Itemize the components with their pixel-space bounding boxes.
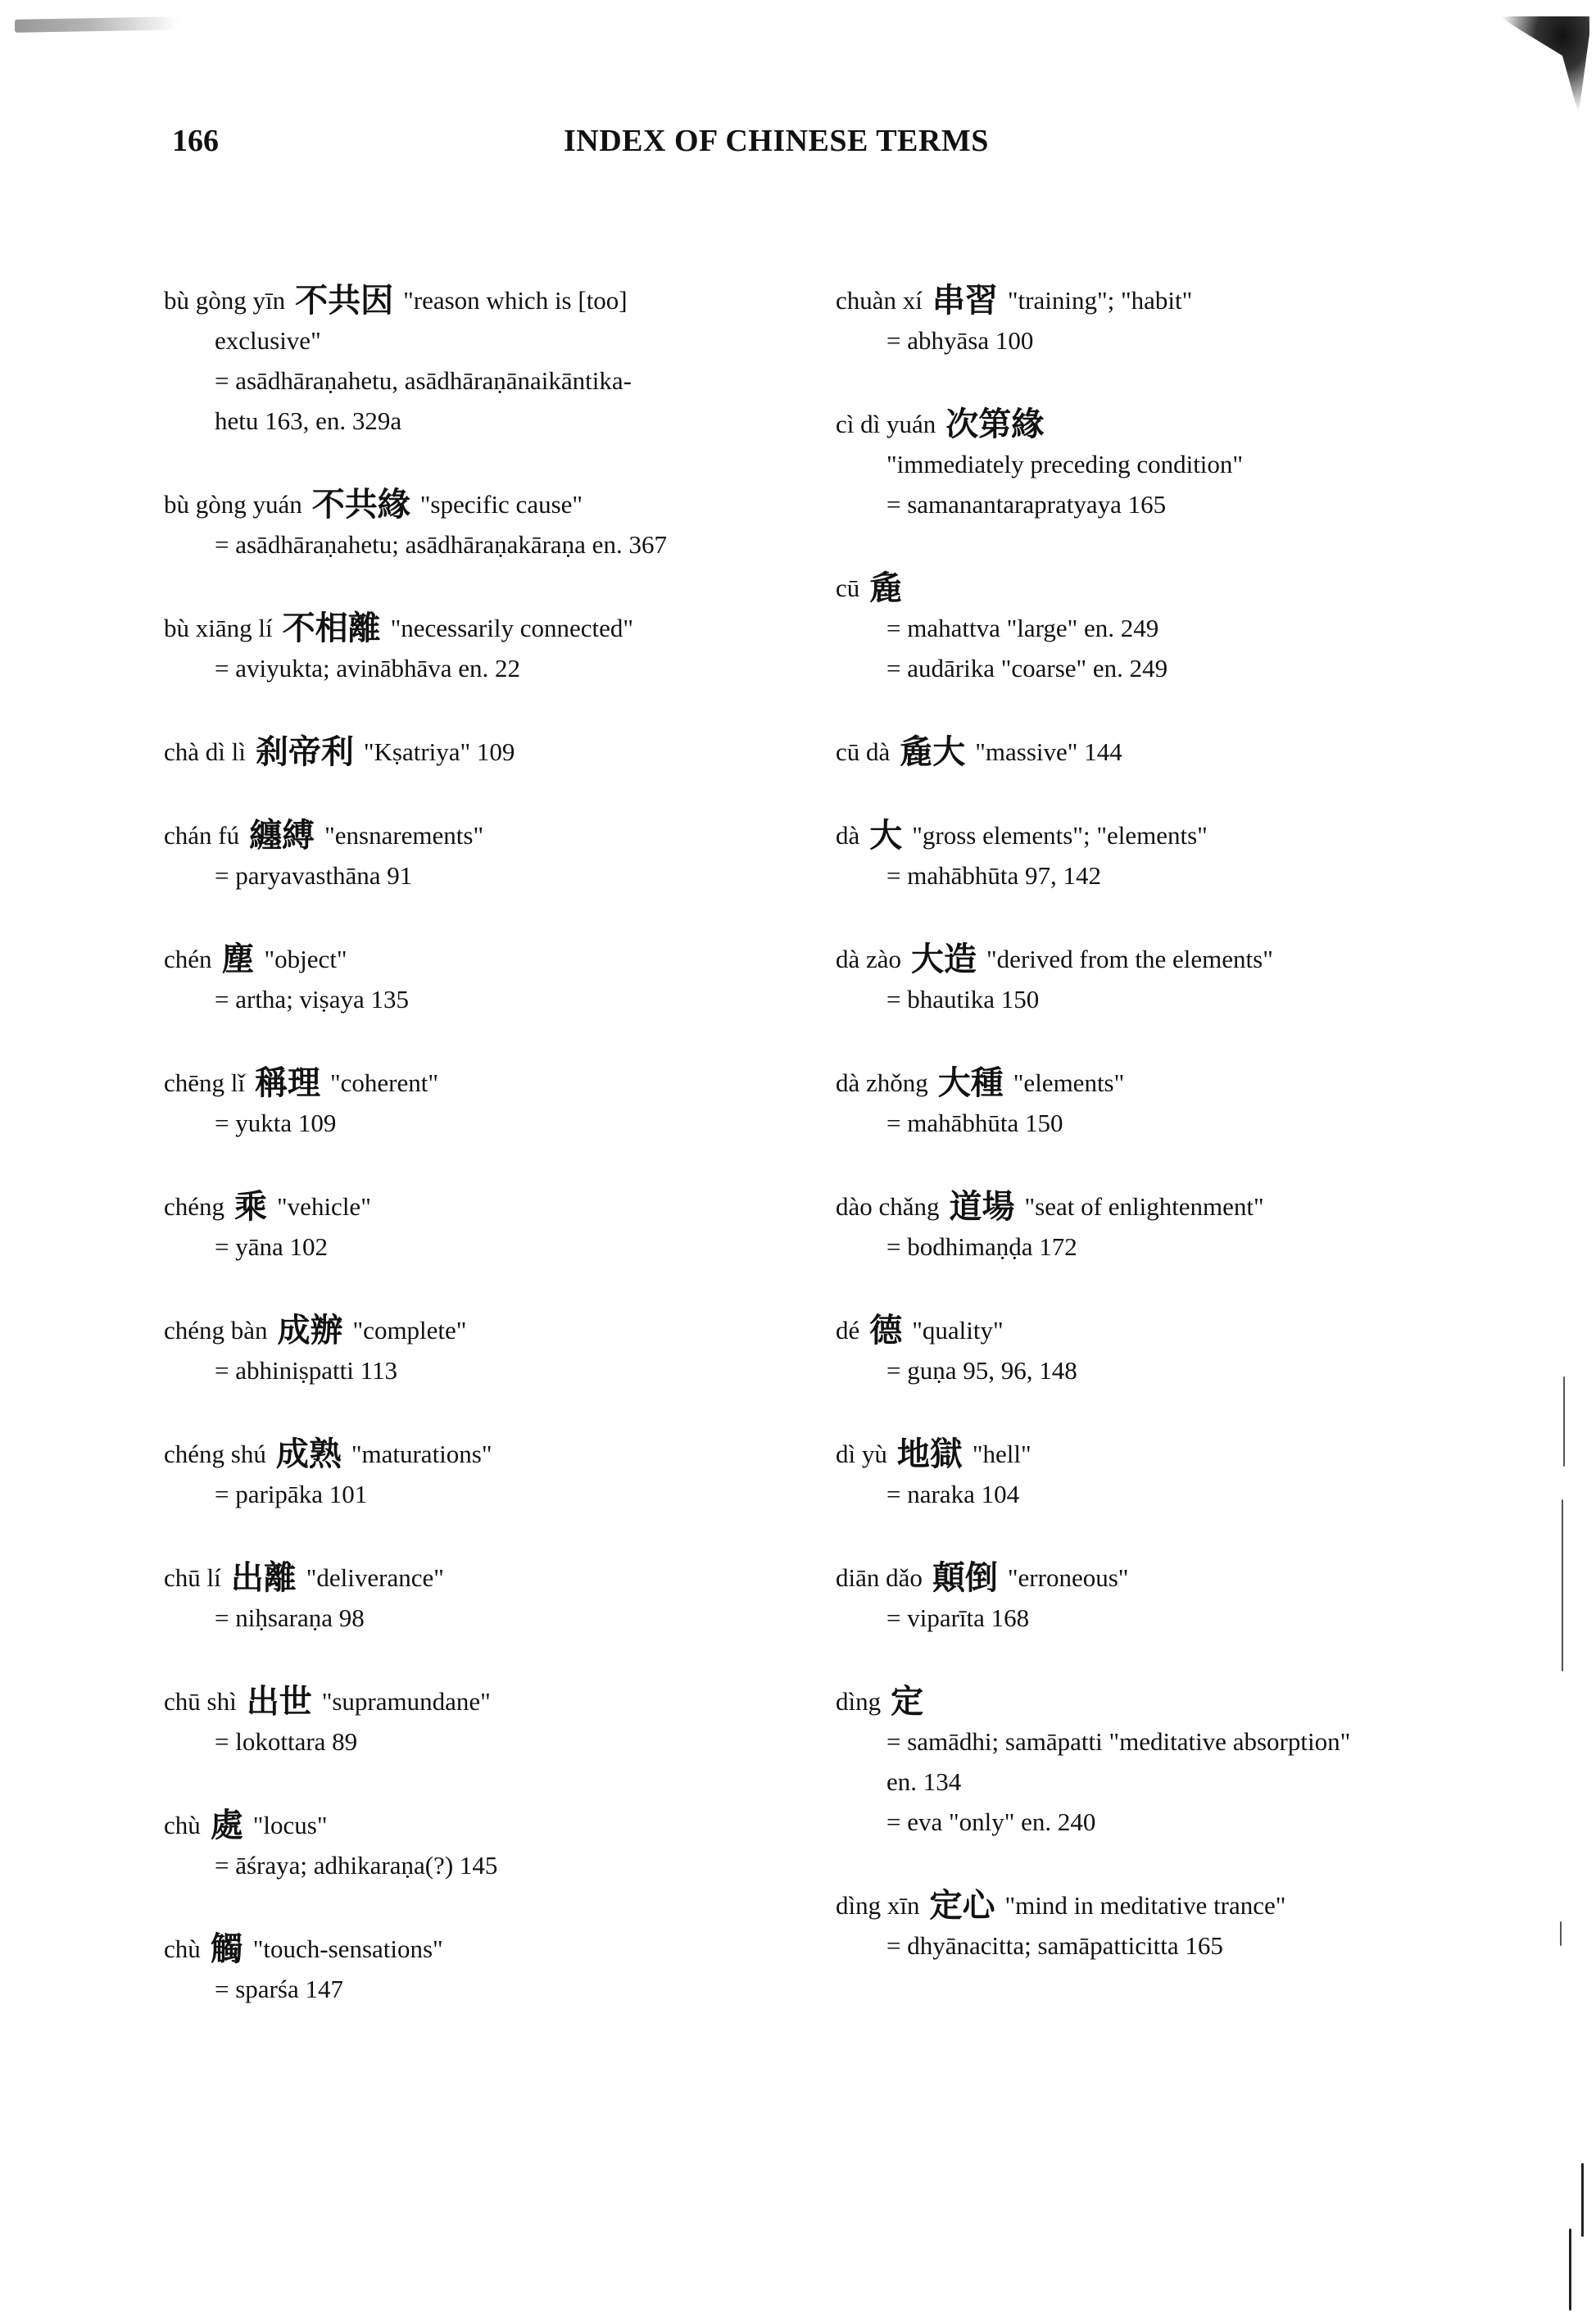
entry-headline [164, 1556, 721, 1598]
entry-pinyin: dà zào [836, 945, 902, 973]
index-entry [164, 1556, 721, 1638]
scan-edge-line [1562, 1499, 1563, 1671]
index-entry [164, 1185, 721, 1267]
entry-pinyin: chū lí [164, 1563, 221, 1592]
entry-hanzi: 處 [210, 1807, 243, 1844]
index-entry [836, 1884, 1426, 1966]
entry-equivalent: = mahābhūta 150 [886, 1109, 1063, 1137]
entry-equivalent: = niḥsaraṇa 98 [215, 1603, 365, 1632]
entry-headline [164, 1432, 721, 1474]
entry-gloss: "object" [264, 945, 347, 973]
entry-headline [836, 1061, 1426, 1103]
entry-equivalent: = dhyānacitta; samāpatticitta 165 [886, 1931, 1223, 1960]
entry-hanzi: 稱理 [255, 1064, 320, 1102]
entry-headline [836, 937, 1426, 979]
index-entry [836, 566, 1426, 688]
entry-headline [836, 814, 1426, 855]
entry-hanzi: 不共緣 [311, 486, 410, 524]
entry-headline [164, 1061, 721, 1103]
entry-hanzi: 定心 [929, 1887, 995, 1925]
entry-equivalent: = abhiniṣpatti 113 [215, 1356, 397, 1385]
entry-pinyin: dào chǎng [836, 1192, 940, 1221]
entry-pinyin: bù gòng yuán [164, 490, 302, 519]
entry-headline [164, 279, 721, 320]
entry-gloss: "elements" [1013, 1068, 1125, 1097]
entry-equivalent: = mahattva "large" en. 249 [886, 614, 1159, 642]
entry-pinyin: dìng xīn [836, 1891, 920, 1920]
entry-pinyin: dì yù [836, 1440, 887, 1468]
entry-gloss: "touch-sensations" [252, 1934, 443, 1963]
entry-pinyin: dìng [836, 1687, 882, 1716]
entry-pinyin: cì dì yuán [836, 410, 936, 438]
entry-gloss: "massive" 144 [975, 737, 1122, 766]
entry-headline [164, 483, 721, 524]
entry-equivalent: = eva "only" en. 240 [886, 1807, 1096, 1836]
entry-headline [836, 1308, 1426, 1350]
entry-gloss: "quality" [912, 1316, 1004, 1345]
index-entry [836, 1185, 1426, 1267]
index-entry [164, 483, 721, 565]
entry-pinyin: chuàn xí [836, 286, 923, 315]
entry-hanzi: 大造 [911, 941, 977, 978]
index-entry [164, 1061, 721, 1143]
entry-headline [836, 1556, 1426, 1598]
entry-equivalent: = āśraya; adhikaraṇa(?) 145 [215, 1851, 498, 1880]
index-entry [164, 730, 721, 772]
entry-equivalent: = abhyāsa 100 [886, 326, 1034, 355]
entry-hanzi: 纏縛 [249, 817, 315, 855]
entry-hanzi: 不共因 [295, 282, 394, 320]
index-entry [836, 279, 1426, 361]
entry-hanzi: 塵 [221, 941, 255, 978]
entry-pinyin: chéng [164, 1192, 225, 1221]
entry-equivalent: = artha; viṣaya 135 [215, 985, 409, 1014]
entry-hanzi: 德 [869, 1312, 903, 1349]
entry-equivalent: hetu 163, en. 329a [215, 406, 402, 435]
entry-gloss: "gross elements"; "elements" [912, 821, 1208, 850]
entry-equivalent: = aviyukta; avinābhāva en. 22 [215, 654, 520, 683]
entry-hanzi: 地獄 [896, 1435, 963, 1473]
entry-equivalent: = mahābhūta 97, 142 [886, 861, 1101, 890]
entry-gloss: "necessarily connected" [390, 614, 634, 642]
index-entry [164, 1680, 721, 1762]
entry-hanzi: 大種 [937, 1064, 1004, 1102]
entry-headline [836, 402, 1426, 444]
entry-equivalent: = asādhāraṇahetu, asādhāraṇānaikāntika- [215, 366, 632, 395]
right-column [836, 279, 1426, 1966]
entry-gloss: "Kṣatriya" 109 [363, 737, 515, 766]
entry-pinyin: chéng bàn [164, 1316, 268, 1345]
entry-pinyin: chén [164, 945, 212, 973]
entry-gloss: "specific cause" [419, 490, 583, 519]
entry-gloss: "vehicle" [277, 1192, 371, 1221]
entry-equivalent: = paryavasthāna 91 [215, 861, 413, 890]
entry-equivalent: en. 134 [886, 1767, 962, 1796]
entry-pinyin: bù xiāng lí [164, 614, 273, 642]
scan-edge-line [1563, 1376, 1565, 1467]
entry-headline [836, 1185, 1426, 1227]
entry-hanzi: 不相離 [282, 610, 381, 647]
left-column [164, 279, 721, 2009]
entry-headline [164, 606, 721, 648]
entry-pinyin: chà dì lì [164, 737, 246, 766]
entry-hanzi: 成熟 [275, 1435, 342, 1473]
entry-hanzi: 次第緣 [945, 406, 1045, 443]
scan-smudge-top-left [15, 16, 179, 32]
entry-gloss-continuation: exclusive" [215, 326, 321, 355]
entry-gloss: "training"; "habit" [1007, 286, 1193, 315]
entry-equivalent: = samanantarapratyaya 165 [886, 490, 1167, 519]
running-title: INDEX OF CHINESE TERMS [564, 124, 989, 158]
entry-hanzi: 道場 [949, 1188, 1015, 1226]
entry-equivalent: = sparśa 147 [215, 1975, 343, 2003]
entry-pinyin: chū shì [164, 1687, 237, 1716]
entry-gloss: "supramundane" [321, 1687, 491, 1716]
scan-edge-line [1569, 2229, 1571, 2311]
index-entry [164, 1927, 721, 2009]
index-entry [164, 1432, 721, 1514]
entry-equivalent: = audārika "coarse" en. 249 [886, 654, 1168, 683]
index-entry [836, 1556, 1426, 1638]
entry-headline [164, 1308, 721, 1350]
entry-gloss: "coherent" [330, 1068, 439, 1097]
entry-equivalent: = viparīta 168 [886, 1603, 1030, 1632]
entry-equivalent: = paripāka 101 [215, 1480, 368, 1508]
entry-headline [836, 566, 1426, 608]
entry-gloss: "reason which is [too] [403, 286, 628, 315]
index-entry [836, 730, 1426, 772]
entry-hanzi: 顛倒 [932, 1559, 998, 1597]
entry-pinyin: bù gòng yīn [164, 286, 286, 315]
entry-equivalent: = guṇa 95, 96, 148 [886, 1356, 1077, 1385]
entry-gloss: "ensnarements" [324, 821, 484, 850]
entry-gloss: "maturations" [351, 1440, 492, 1468]
entry-pinyin: chù [164, 1934, 201, 1963]
entry-gloss: "mind in meditative trance" [1004, 1891, 1286, 1920]
entry-hanzi: 麁大 [900, 733, 966, 771]
entry-headline [164, 937, 721, 979]
entry-equivalent: = naraka 104 [886, 1480, 1020, 1508]
entry-headline [836, 279, 1426, 320]
entry-headline [164, 1185, 721, 1227]
entry-pinyin: chù [164, 1811, 201, 1839]
entry-hanzi: 串習 [932, 282, 998, 320]
index-entry [836, 402, 1426, 524]
scan-edge-line [1560, 1921, 1562, 1946]
entry-gloss: "complete" [352, 1316, 467, 1345]
index-entry [836, 1680, 1426, 1842]
entry-headline [836, 1680, 1426, 1721]
entry-hanzi: 麁 [869, 569, 903, 607]
page-header [172, 123, 1434, 172]
entry-gloss: "seat of enlightenment" [1024, 1192, 1264, 1221]
entry-equivalent: = yukta 109 [215, 1109, 337, 1137]
entry-hanzi: 大 [869, 817, 903, 855]
entry-pinyin: chán fú [164, 821, 240, 850]
index-entry [164, 1308, 721, 1390]
scan-edge-line [1581, 2163, 1584, 2237]
entry-headline [836, 1432, 1426, 1474]
index-entry [836, 937, 1426, 1019]
entry-equivalent: = asādhāraṇahetu; asādhāraṇakāraṇa en. 367 [215, 530, 667, 559]
entry-headline [836, 730, 1426, 772]
entry-pinyin: dà [836, 821, 860, 850]
entry-hanzi: 出離 [230, 1559, 297, 1597]
page-number: 166 [172, 124, 219, 158]
index-entry [836, 1308, 1426, 1390]
entry-gloss: "deliverance" [306, 1563, 444, 1592]
entry-hanzi: 乘 [234, 1188, 268, 1226]
entry-equivalent: = samādhi; samāpatti "meditative absorption" [886, 1727, 1351, 1756]
index-entry [164, 279, 721, 441]
entry-pinyin: chéng shú [164, 1440, 266, 1468]
entry-headline [836, 1884, 1426, 1925]
entry-pinyin: chēng lǐ [164, 1068, 245, 1097]
index-entry [164, 606, 721, 688]
entry-equivalent: = yāna 102 [215, 1232, 329, 1261]
index-entry [836, 1061, 1426, 1143]
entry-equivalent: "immediately preceding condition" [886, 450, 1244, 478]
entry-hanzi: 觸 [210, 1930, 243, 1968]
index-entry [164, 814, 721, 896]
scan-smudge-top-right [1499, 16, 1589, 115]
entry-headline [164, 730, 721, 772]
entry-gloss: "locus" [252, 1811, 328, 1839]
entry-hanzi: 出世 [246, 1683, 312, 1721]
entry-equivalent: = bodhimaṇḍa 172 [886, 1232, 1077, 1261]
index-entry [164, 1803, 721, 1885]
entry-pinyin: cū dà [836, 737, 891, 766]
entry-pinyin: diān dǎo [836, 1563, 923, 1592]
index-entry [164, 937, 721, 1019]
entry-headline [164, 1803, 721, 1845]
entry-gloss: "hell" [972, 1440, 1032, 1468]
entry-headline [164, 1927, 721, 1969]
entry-hanzi: 定 [891, 1683, 924, 1721]
entry-headline [164, 814, 721, 855]
entry-gloss: "derived from the elements" [986, 945, 1273, 973]
entry-equivalent: = lokottara 89 [215, 1727, 358, 1756]
entry-hanzi: 刹帝利 [255, 733, 354, 771]
entry-pinyin: dé [836, 1316, 860, 1345]
index-entry [836, 1432, 1426, 1514]
entry-gloss: "erroneous" [1007, 1563, 1129, 1592]
entry-hanzi: 成辦 [277, 1312, 343, 1349]
entry-equivalent: = bhautika 150 [886, 985, 1040, 1014]
entry-pinyin: dà zhǒng [836, 1068, 928, 1097]
entry-headline [164, 1680, 721, 1721]
entry-pinyin: cū [836, 574, 860, 602]
index-entry [836, 814, 1426, 896]
